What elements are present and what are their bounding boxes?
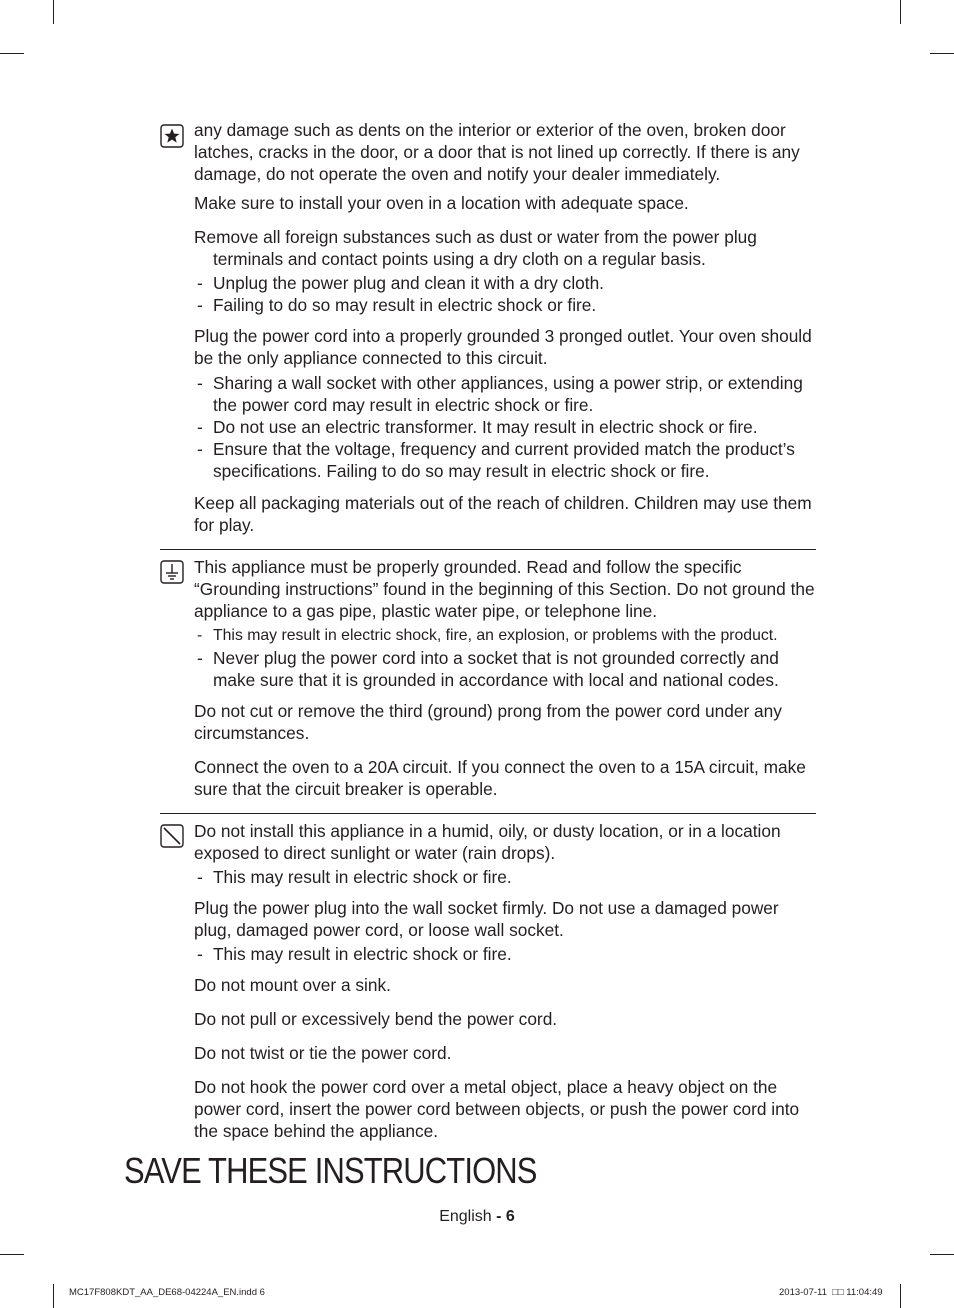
paragraph: Do not install this appliance in a humid, oily, or dusty location, or in a location exposed to direct sunlight or water (rain drops). bbox=[194, 821, 781, 863]
crop-mark bbox=[900, 0, 901, 24]
crop-mark bbox=[900, 1284, 901, 1308]
paragraph bbox=[194, 226, 818, 270]
dash: - bbox=[197, 627, 203, 644]
list-item bbox=[194, 416, 818, 438]
dash: - bbox=[197, 648, 203, 668]
dash: - bbox=[197, 295, 203, 315]
crop-mark bbox=[0, 53, 24, 54]
paragraph: Make sure to install your oven in a location with adequate space. bbox=[194, 193, 689, 213]
list-item bbox=[194, 438, 818, 482]
prohibited-section bbox=[194, 820, 818, 1142]
list-item-text: Do not use an electric transformer. It may result in electric shock or fire. bbox=[213, 417, 758, 437]
list-item-text: This may result in electric shock or fire. bbox=[213, 867, 512, 887]
star-warning-section bbox=[194, 119, 818, 536]
paragraph: Do not mount over a sink. bbox=[194, 975, 391, 995]
crop-mark bbox=[0, 1254, 24, 1255]
list-item bbox=[194, 625, 818, 647]
print-meta-datetime bbox=[779, 1287, 883, 1298]
paragraph: Do not twist or tie the power cord. bbox=[194, 1043, 452, 1063]
crop-mark bbox=[53, 0, 54, 24]
ground-section bbox=[194, 556, 818, 800]
list-item-text: This may result in electric shock or fire. bbox=[213, 944, 512, 964]
print-date: 2013-07-11 bbox=[779, 1287, 827, 1298]
footer-separator: - bbox=[491, 1208, 506, 1225]
dash: - bbox=[197, 867, 203, 887]
paragraph: Connect the oven to a 20A circuit. If you connect the oven to a 15A circuit, make sure that the circuit breaker is operable. bbox=[194, 757, 806, 799]
list-item-text: Unplug the power plug and clean it with a dry cloth. bbox=[213, 273, 604, 293]
paragraph-line: terminals and contact points using a dry cloth on a regular basis. bbox=[213, 249, 706, 269]
crop-mark bbox=[53, 1284, 54, 1308]
paragraph: Keep all packaging materials out of the reach of children. Children may use them for play. bbox=[194, 493, 812, 535]
list-item-text: Never plug the power cord into a socket that is not grounded correctly and make sure that it is grounded in accordance with local and national codes. bbox=[213, 648, 779, 690]
paragraph-line: Remove all foreign substances such as dust or water from the power plug bbox=[194, 227, 757, 247]
paragraph: Do not hook the power cord over a metal object, place a heavy object on the power cord, insert the power cord between objects, or push the power cord into the space behind the appliance. bbox=[194, 1077, 800, 1141]
paragraph: Plug the power cord into a properly grounded 3 pronged outlet. Your oven should be the only appliance connected to this circuit. bbox=[194, 326, 812, 368]
paragraph: This appliance must be properly grounded. Read and follow the specific “Grounding instructions” found in the beginning of this Section. Do not ground the appliance to a gas pipe, plastic water pipe, or telephone line. bbox=[194, 557, 815, 621]
crop-mark bbox=[930, 1254, 954, 1255]
dash: - bbox=[197, 944, 203, 964]
print-time: □□ 11:04:49 bbox=[826, 1287, 883, 1298]
prohibited-icon bbox=[160, 824, 184, 848]
list-item-text: Failing to do so may result in electric shock or fire. bbox=[213, 295, 597, 315]
dash: - bbox=[197, 439, 203, 459]
list-item bbox=[194, 943, 818, 965]
list-item-text: Ensure that the voltage, frequency and current provided match the product’s specifications. Failing to do so may result in electric shock or fire. bbox=[213, 439, 795, 481]
page-title: SAVE THESE INSTRUCTIONS bbox=[124, 1150, 537, 1191]
list-item-text: Sharing a wall socket with other appliances, using a power strip, or extending the power cord may result in electric shock or fire. bbox=[213, 373, 803, 415]
ground-icon bbox=[160, 560, 184, 584]
paragraph: Plug the power plug into the wall socket firmly. Do not use a damaged power plug, damaged power cord, or loose wall socket. bbox=[194, 898, 779, 940]
list-item-text: This may result in electric shock, fire, an explosion, or problems with the product. bbox=[213, 627, 778, 644]
list-item bbox=[194, 294, 818, 316]
crop-mark bbox=[930, 53, 954, 54]
paragraph: any damage such as dents on the interior or exterior of the oven, broken door latches, cracks in the door, or a door that is not lined up correctly. If there is any damage, do not operate the oven and notify your dealer immediately. bbox=[194, 120, 800, 184]
paragraph: Do not pull or excessively bend the power cord. bbox=[194, 1009, 558, 1029]
list-item bbox=[194, 866, 818, 888]
dash: - bbox=[197, 417, 203, 437]
print-file-name: MC17F808KDT_AA_DE68-04224A_EN.indd 6 bbox=[69, 1287, 265, 1298]
footer-language: English bbox=[439, 1208, 492, 1225]
list-item bbox=[194, 272, 818, 294]
list-item bbox=[194, 372, 818, 416]
dash: - bbox=[197, 373, 203, 393]
dash: - bbox=[197, 273, 203, 293]
page-footer bbox=[0, 1208, 954, 1226]
star-warning-icon bbox=[160, 124, 184, 148]
list-item bbox=[194, 647, 818, 691]
paragraph: Do not cut or remove the third (ground) prong from the power cord under any circumstances. bbox=[194, 701, 782, 743]
page-number: 6 bbox=[505, 1208, 515, 1225]
section-divider bbox=[160, 813, 816, 814]
section-divider bbox=[160, 549, 816, 550]
